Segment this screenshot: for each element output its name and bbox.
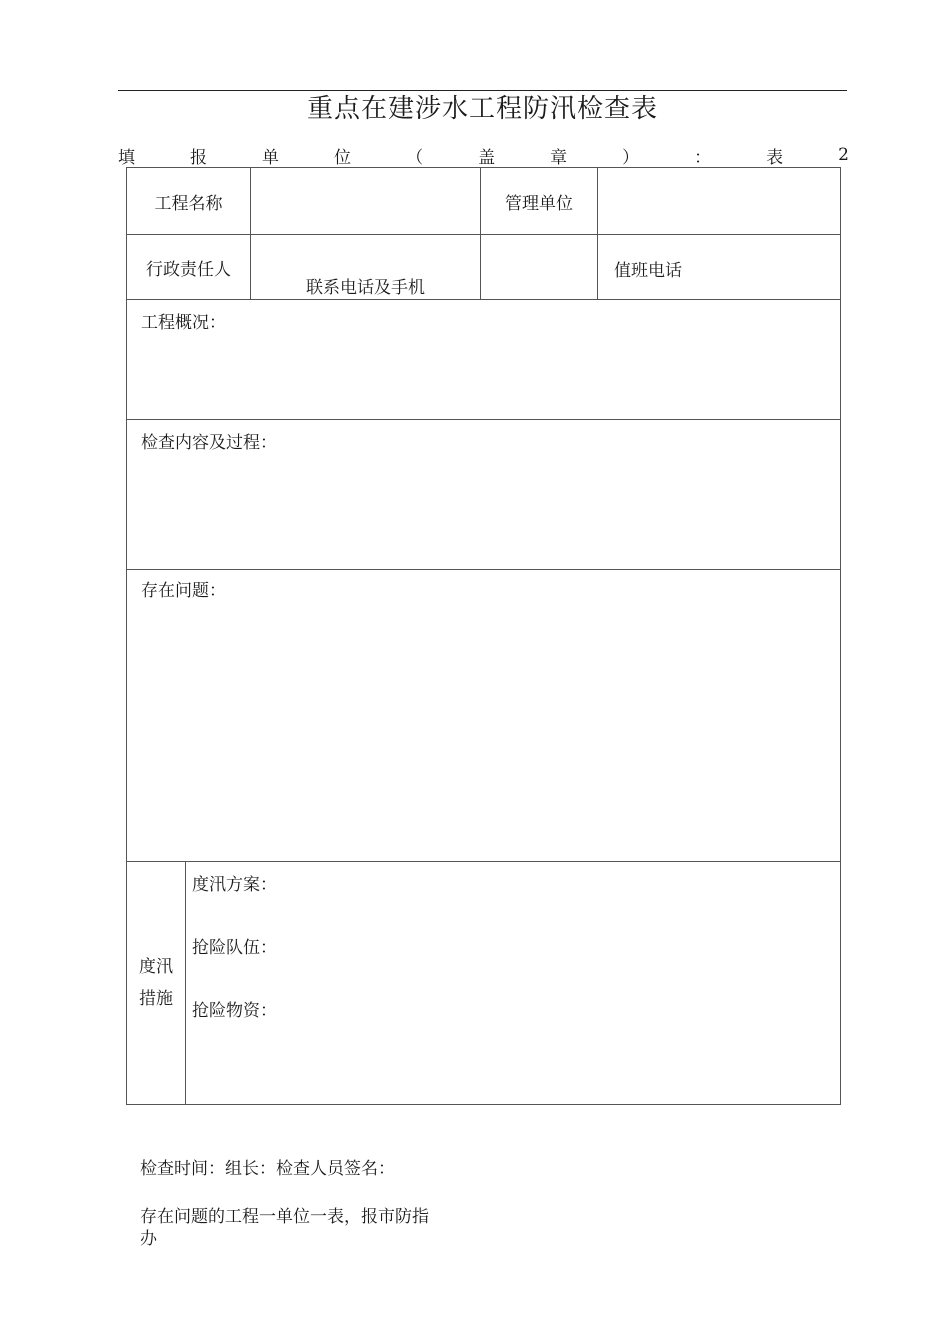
flood-measures-field[interactable] bbox=[186, 862, 841, 1105]
overview-label: 工程概况： bbox=[141, 313, 226, 333]
fill-char: 填 bbox=[118, 147, 135, 168]
flood-measures-label-line1: 度汛 bbox=[139, 957, 173, 977]
rescue-team-label: 抢险队伍： bbox=[192, 938, 277, 958]
flood-plan-label: 度汛方案： bbox=[192, 875, 277, 895]
fill-char: ： bbox=[694, 147, 712, 168]
problems-field[interactable] bbox=[127, 570, 841, 862]
top-rule bbox=[118, 90, 847, 91]
project-name-label: 工程名称 bbox=[154, 193, 223, 214]
flood-measures-label-line2: 措施 bbox=[139, 989, 173, 1009]
overview-field[interactable] bbox=[127, 300, 841, 420]
fill-char: 单 bbox=[262, 147, 280, 168]
problems-label: 存在问题： bbox=[141, 581, 226, 601]
signature-line: 检查时间：组长：检查人员签名： bbox=[140, 1159, 395, 1179]
contact-phone-label-cell bbox=[251, 235, 481, 300]
form-title: 重点在建涉水工程防汛检查表 bbox=[306, 94, 658, 124]
admin-responsible-label: 行政责任人 bbox=[146, 260, 231, 280]
duty-phone-label: 值班电话 bbox=[614, 261, 682, 281]
fill-char: （ bbox=[406, 147, 424, 168]
inspection-form-table bbox=[126, 167, 841, 1105]
management-unit-field[interactable] bbox=[598, 168, 841, 235]
fill-char: ） bbox=[622, 147, 640, 168]
fill-unit-row bbox=[118, 143, 849, 167]
fill-char: 报 bbox=[190, 147, 208, 168]
admin-responsible-label-cell bbox=[127, 235, 251, 300]
fill-char: 章 bbox=[550, 147, 568, 168]
fill-char: 盖 bbox=[478, 147, 496, 168]
contact-phone-label: 联系电话及手机 bbox=[306, 278, 425, 298]
project-name-label-cell bbox=[127, 168, 251, 235]
fill-char: 2 bbox=[838, 145, 849, 165]
duty-phone-cell bbox=[598, 235, 841, 300]
rescue-materials-label: 抢险物资： bbox=[192, 1001, 277, 1021]
management-unit-label: 管理单位 bbox=[505, 193, 573, 214]
contact-phone-field[interactable] bbox=[481, 235, 598, 300]
inspection-content-label: 检查内容及过程： bbox=[141, 433, 277, 453]
project-name-field[interactable] bbox=[251, 168, 481, 235]
submission-note-line2: 办 bbox=[140, 1229, 157, 1249]
flood-measures-label-cell bbox=[127, 862, 186, 1105]
management-unit-label-cell bbox=[481, 168, 598, 235]
fill-char: 位 bbox=[334, 147, 352, 168]
fill-char: 表 bbox=[766, 147, 784, 168]
inspection-content-field[interactable] bbox=[127, 420, 841, 570]
submission-note-line1: 存在问题的工程一单位一表，报市防指 bbox=[140, 1207, 429, 1227]
